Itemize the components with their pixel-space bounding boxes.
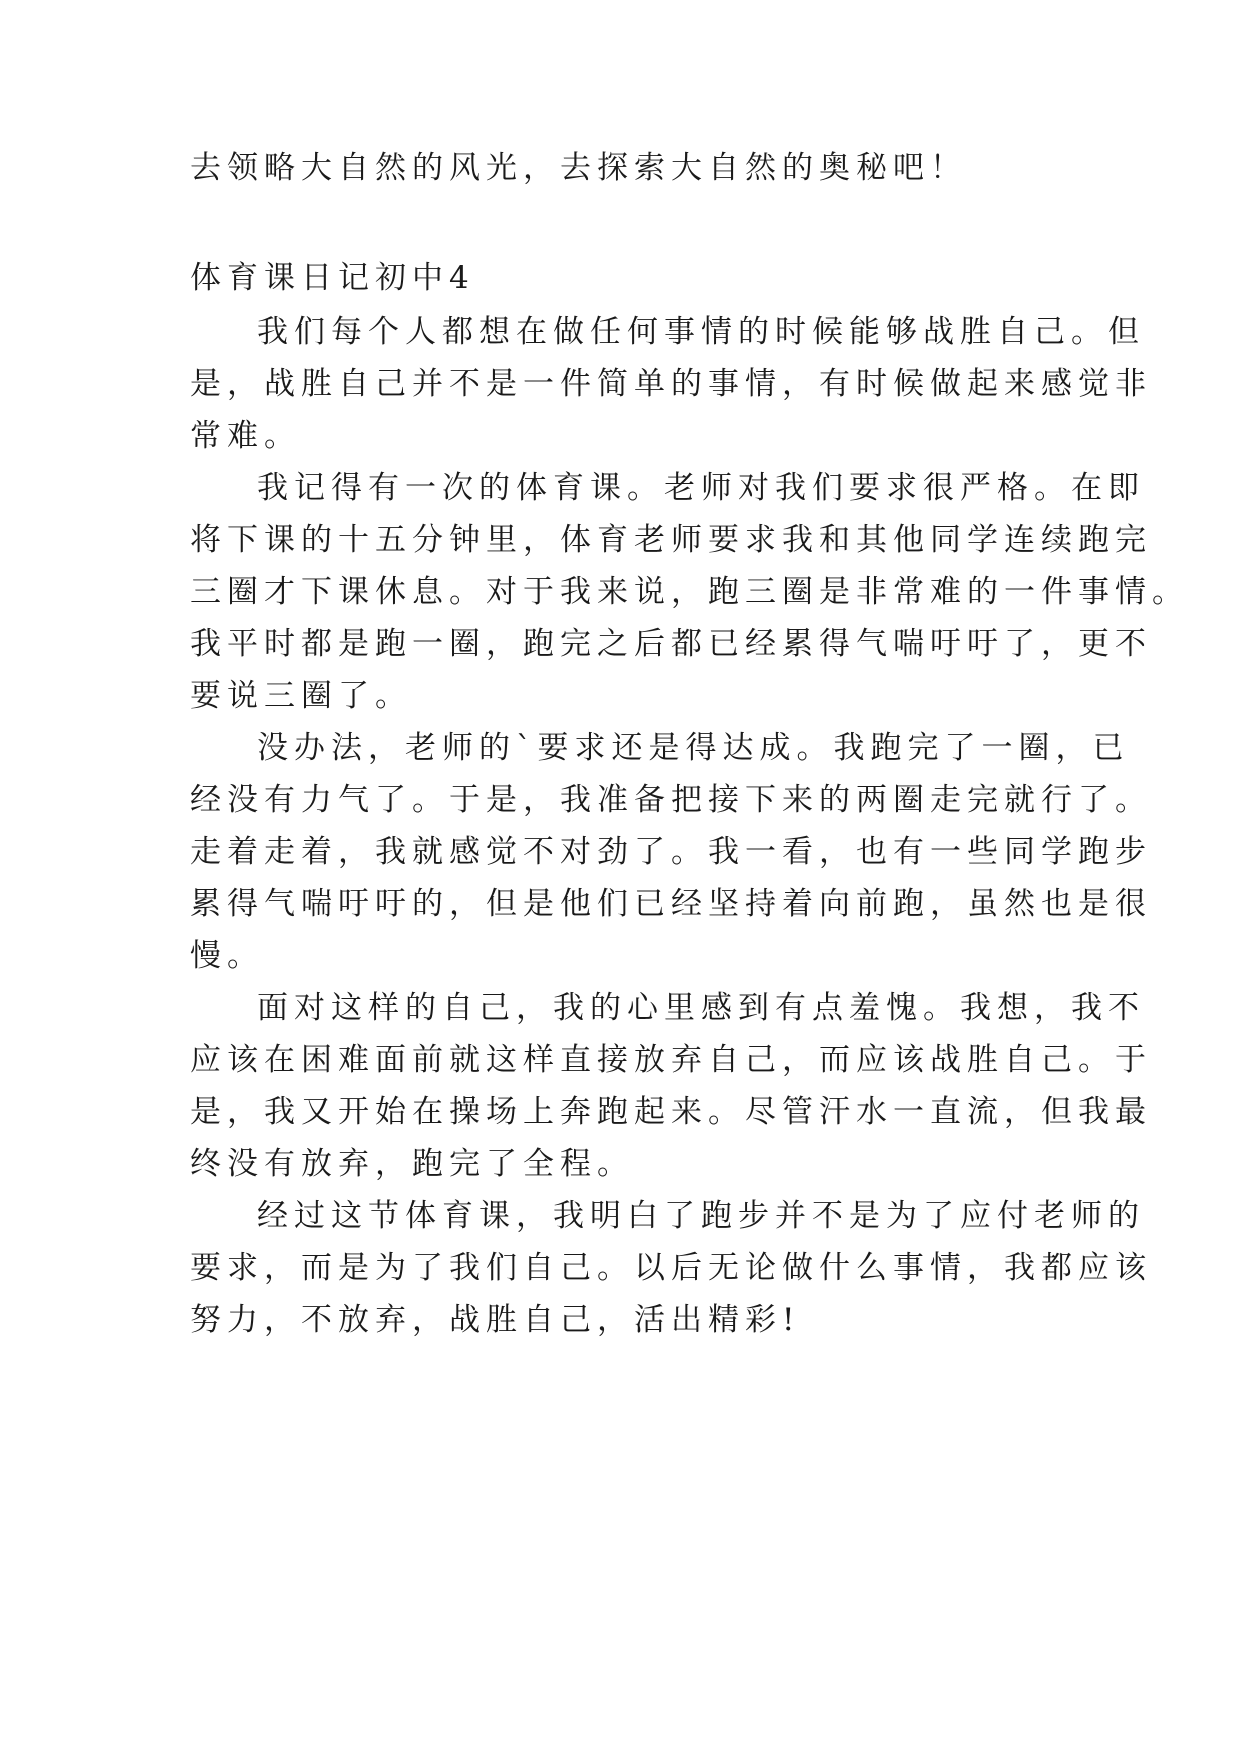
paragraph-line: 是，我又开始在操场上奔跑起来。尽管汗水一直流，但我最 [190, 1094, 1152, 1130]
paragraph-line: 我们每个人都想在做任何事情的时候能够战胜自己。但 [257, 314, 1145, 350]
paragraph-line: 我记得有一次的体育课。老师对我们要求很严格。在即 [257, 470, 1145, 506]
paragraph-line: 走着走着，我就感觉不对劲了。我一看，也有一些同学跑步 [190, 834, 1152, 870]
paragraph-line: 经过这节体育课，我明白了跑步并不是为了应付老师的 [257, 1198, 1145, 1234]
paragraph-line: 要求，而是为了我们自己。以后无论做什么事情，我都应该 [190, 1250, 1152, 1286]
section-heading: 体育课日记初中4 [190, 260, 475, 296]
paragraph-line: 应该在困难面前就这样直接放弃自己，而应该战胜自己。于 [190, 1042, 1152, 1078]
paragraph-line: 没办法，老师的`要求还是得达成。我跑完了一圈，已 [257, 730, 1130, 766]
text-line: 去领略大自然的风光，去探索大自然的奥秘吧！ [190, 150, 967, 186]
paragraph-line: 累得气喘吁吁的，但是他们已经坚持着向前跑，虽然也是很 [190, 886, 1152, 922]
paragraph-line: 三圈才下课休息。对于我来说，跑三圈是非常难的一件事情。 [190, 574, 1189, 610]
paragraph-line: 终没有放弃，跑完了全程。 [190, 1146, 634, 1182]
paragraph-line: 要说三圈了。 [190, 678, 412, 714]
paragraph-line: 我平时都是跑一圈，跑完之后都已经累得气喘吁吁了，更不 [190, 626, 1152, 662]
paragraph-line: 努力，不放弃，战胜自己，活出精彩! [190, 1302, 801, 1338]
paragraph-line: 面对这样的自己，我的心里感到有点羞愧。我想，我不 [257, 990, 1145, 1026]
paragraph-line: 将下课的十五分钟里，体育老师要求我和其他同学连续跑完 [190, 522, 1152, 558]
paragraph-line: 经没有力气了。于是，我准备把接下来的两圈走完就行了。 [190, 782, 1152, 818]
paragraph-line: 慢。 [190, 938, 264, 974]
paragraph-line: 常难。 [190, 418, 301, 454]
paragraph-line: 是，战胜自己并不是一件简单的事情，有时候做起来感觉非 [190, 366, 1152, 402]
